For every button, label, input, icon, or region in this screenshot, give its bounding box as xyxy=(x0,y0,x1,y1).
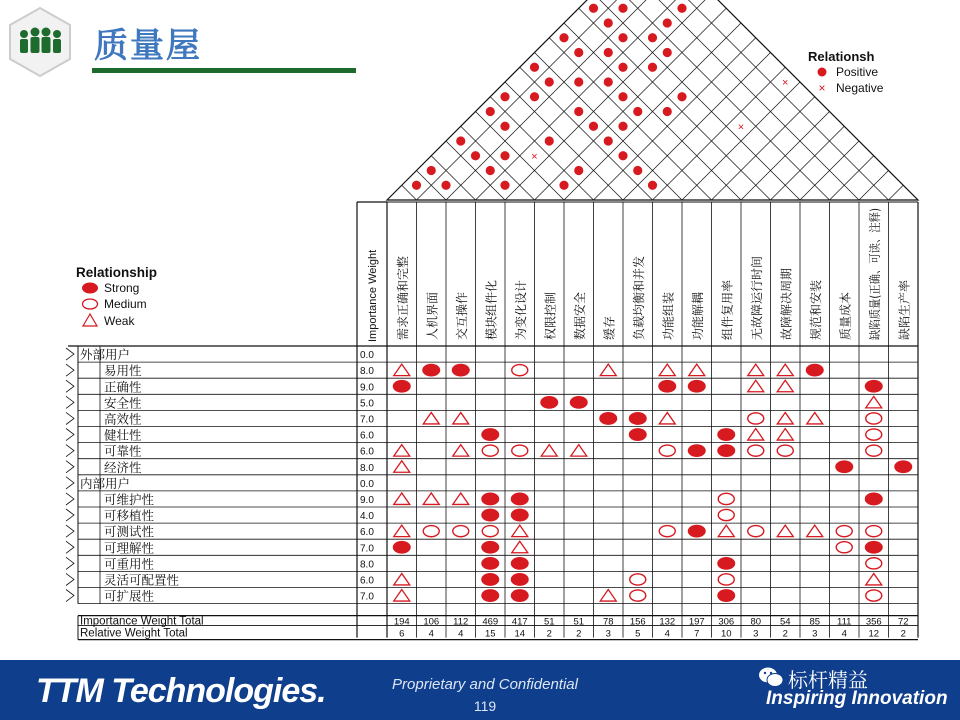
strong-marker xyxy=(865,380,883,393)
importance-weight: 8.0 xyxy=(360,559,374,571)
importance-weight: 0.0 xyxy=(360,350,374,362)
column-title: 交互操作 xyxy=(454,291,469,340)
roof-negative-mark: × xyxy=(782,77,789,89)
column-title: 功能解耦 xyxy=(690,291,705,340)
roof-positive-dot xyxy=(559,33,568,42)
strong-marker xyxy=(540,396,558,409)
column-title: 无故障运行时间 xyxy=(749,255,764,340)
roof-positive-dot xyxy=(427,166,436,175)
weak-marker xyxy=(394,573,410,585)
weak-marker xyxy=(541,445,557,457)
roof-positive-dot xyxy=(530,63,539,72)
wechat-account: 标杆精益 xyxy=(788,668,868,692)
relative-total-value: 12 xyxy=(868,628,880,640)
roof-positive-dot xyxy=(412,181,421,190)
row-chevron xyxy=(66,590,74,602)
medium-marker xyxy=(777,445,793,456)
row-chevron xyxy=(66,573,74,585)
roof-grid-line xyxy=(712,97,815,200)
requirement-label: 安全性 xyxy=(104,395,142,411)
confidential-note: Proprietary and Confidential xyxy=(392,676,578,693)
legend-weak-label: Weak xyxy=(104,314,135,328)
requirement-label: 灵活可配置性 xyxy=(104,572,180,588)
medium-marker xyxy=(482,445,498,456)
column-title: 组件复用率 xyxy=(720,279,735,340)
roof-positive-dot xyxy=(648,181,657,190)
legend-strong-label: Strong xyxy=(104,281,140,295)
relative-total-value: 7 xyxy=(694,628,700,640)
weak-marker xyxy=(453,412,469,424)
weak-marker xyxy=(807,525,823,537)
relative-total-value: 3 xyxy=(812,628,818,640)
importance-weight: 6.0 xyxy=(360,430,374,442)
medium-marker xyxy=(866,413,882,424)
roof-positive-dot xyxy=(604,18,613,27)
roof-positive-dot xyxy=(633,107,642,116)
relative-total-value: 14 xyxy=(514,628,526,640)
roof-positive-dot xyxy=(604,136,613,145)
requirement-label: 可测试性 xyxy=(104,524,155,540)
relative-total-value: 4 xyxy=(841,628,847,640)
column-title: 规范和安装 xyxy=(808,279,823,340)
legend-title: Relationship xyxy=(76,265,158,280)
row-chevron xyxy=(66,541,74,553)
roof-positive-dot xyxy=(500,92,509,101)
importance-total-value: 469 xyxy=(482,616,499,628)
relative-total-label: Relative Weight Total xyxy=(80,627,188,640)
relative-total-value: 4 xyxy=(458,628,464,640)
importance-total-value: 306 xyxy=(718,616,735,628)
weak-marker xyxy=(394,445,410,457)
relative-total-value: 4 xyxy=(664,628,670,640)
importance-weight: 8.0 xyxy=(360,366,374,378)
row-chevron xyxy=(66,412,74,424)
medium-marker xyxy=(718,574,734,585)
importance-weight: 9.0 xyxy=(360,382,374,394)
roof-grid-line xyxy=(579,8,771,200)
roof-outline xyxy=(387,0,918,200)
strong-marker xyxy=(658,380,676,393)
importance-weight: 8.0 xyxy=(360,462,374,474)
weak-marker xyxy=(777,364,793,376)
row-chevron xyxy=(66,396,74,408)
roof-legend-negative-icon: × xyxy=(818,81,826,95)
roof-legend-positive-icon xyxy=(818,68,827,77)
page-number: 119 xyxy=(473,698,497,714)
weak-marker xyxy=(777,412,793,424)
weak-marker xyxy=(689,364,705,376)
importance-total-value: 54 xyxy=(779,616,791,628)
roof-legend-positive-label: Positive xyxy=(836,65,879,79)
roof-grid-line xyxy=(653,67,789,200)
row-chevron xyxy=(66,525,74,537)
importance-total-value: 51 xyxy=(543,616,555,628)
medium-marker xyxy=(866,526,882,537)
strong-marker xyxy=(717,444,735,457)
medium-marker xyxy=(630,590,646,601)
column-title: 功能组装 xyxy=(661,291,676,340)
roof-positive-dot xyxy=(589,4,598,13)
strong-marker xyxy=(511,589,529,602)
roof-positive-dot xyxy=(633,166,642,175)
roof-grid-line xyxy=(431,156,475,200)
weak-marker xyxy=(571,445,587,457)
importance-total-label: Importance Weight Total xyxy=(80,615,204,628)
medium-marker xyxy=(866,429,882,440)
importance-total-value: 417 xyxy=(511,616,528,628)
row-chevron xyxy=(66,445,74,457)
requirement-label: 健壮性 xyxy=(104,427,142,443)
relative-total-value: 3 xyxy=(605,628,611,640)
roof-positive-dot xyxy=(486,166,495,175)
requirement-label: 易用性 xyxy=(104,363,142,379)
importance-total-value: 132 xyxy=(659,616,676,628)
relative-total-value: 4 xyxy=(428,628,434,640)
strong-marker xyxy=(511,509,529,522)
column-title: 人机界面 xyxy=(425,291,440,340)
weak-marker xyxy=(394,525,410,537)
requirement-label: 可重用性 xyxy=(104,556,155,572)
roof-positive-dot xyxy=(545,77,554,86)
strong-marker xyxy=(688,380,706,393)
column-title: 故障解决周期 xyxy=(779,267,794,340)
importance-weight: 7.0 xyxy=(360,414,374,426)
roof-positive-dot xyxy=(471,151,480,160)
importance-total-value: 85 xyxy=(809,616,821,628)
medium-marker xyxy=(512,365,528,376)
importance-total-value: 197 xyxy=(688,616,705,628)
row-chevron xyxy=(66,429,74,441)
roof-grid-line xyxy=(771,126,845,200)
relative-total-value: 5 xyxy=(635,628,641,640)
requirement-label: 正确性 xyxy=(104,379,142,395)
relative-total-value: 15 xyxy=(484,628,496,640)
strong-marker xyxy=(393,380,411,393)
strong-marker xyxy=(511,493,529,506)
strong-marker xyxy=(629,412,647,425)
importance-total-value: 111 xyxy=(837,616,852,628)
weak-marker xyxy=(777,429,793,441)
roof-positive-dot xyxy=(677,4,686,13)
roof-positive-dot xyxy=(618,151,627,160)
importance-total-value: 106 xyxy=(423,616,440,628)
strong-marker xyxy=(599,412,617,425)
roof-positive-dot xyxy=(618,63,627,72)
medium-marker xyxy=(423,526,439,537)
roof-positive-dot xyxy=(677,92,686,101)
legend-medium-icon xyxy=(83,299,98,309)
strong-marker xyxy=(865,541,883,554)
roof-positive-dot xyxy=(574,107,583,116)
strong-marker xyxy=(511,557,529,570)
weak-marker xyxy=(659,412,675,424)
strong-marker xyxy=(717,589,735,602)
strong-marker xyxy=(717,428,735,441)
column-title: 权限控制 xyxy=(543,291,558,340)
medium-marker xyxy=(512,445,528,456)
importance-weight: 7.0 xyxy=(360,543,374,555)
weak-marker xyxy=(394,590,410,602)
importance-total-value: 80 xyxy=(750,616,762,628)
roof-positive-dot xyxy=(663,107,672,116)
column-title: 为变化设计 xyxy=(513,279,528,340)
requirement-label: 可理解性 xyxy=(104,540,155,556)
strong-marker xyxy=(481,573,499,586)
roof-grid-line xyxy=(889,185,904,200)
weak-marker xyxy=(600,364,616,376)
column-title: 缺陷质量(正确、可读、注释) xyxy=(867,186,882,340)
strong-marker xyxy=(894,460,912,473)
slide-title: 质量屋 xyxy=(94,26,202,66)
roof-positive-dot xyxy=(500,151,509,160)
roof-positive-dot xyxy=(530,92,539,101)
row-chevron xyxy=(66,477,74,489)
weak-marker xyxy=(718,525,734,537)
medium-marker xyxy=(866,445,882,456)
weak-marker xyxy=(866,573,882,585)
legend-strong-icon xyxy=(82,283,98,294)
weak-marker xyxy=(394,461,410,473)
strong-marker xyxy=(688,525,706,538)
strong-marker xyxy=(481,557,499,570)
roof-positive-dot xyxy=(618,4,627,13)
requirement-label: 内部用户 xyxy=(80,475,131,491)
column-title: 模块组件化 xyxy=(484,279,499,340)
weak-marker xyxy=(453,445,469,457)
medium-marker xyxy=(866,590,882,601)
roof-grid-line xyxy=(594,38,756,200)
importance-weight: 6.0 xyxy=(360,575,374,587)
importance-weight-header: Importance Weight xyxy=(367,249,379,342)
roof-positive-dot xyxy=(648,33,657,42)
weak-marker xyxy=(748,429,764,441)
strong-marker xyxy=(481,541,499,554)
strong-marker xyxy=(629,428,647,441)
relative-total-value: 2 xyxy=(900,628,906,640)
importance-weight: 6.0 xyxy=(360,527,374,539)
roof-positive-dot xyxy=(648,63,657,72)
medium-marker xyxy=(482,526,498,537)
column-title: 负载均衡和并发 xyxy=(631,255,646,340)
roof-positive-dot xyxy=(663,48,672,57)
roof-positive-dot xyxy=(500,122,509,131)
medium-marker xyxy=(718,493,734,504)
strong-marker xyxy=(481,589,499,602)
row-chevron xyxy=(66,493,74,505)
column-title: 质量成本 xyxy=(838,291,853,340)
weak-marker xyxy=(807,412,823,424)
medium-marker xyxy=(866,558,882,569)
wechat-icon xyxy=(758,664,784,690)
roof-negative-mark: × xyxy=(737,121,745,134)
weak-marker xyxy=(453,493,469,505)
roof-positive-dot xyxy=(618,33,627,42)
requirement-label: 可维护性 xyxy=(104,492,155,507)
strong-marker xyxy=(481,509,499,522)
importance-total-value: 194 xyxy=(393,616,410,628)
roof-positive-dot xyxy=(618,92,627,101)
importance-weight: 0.0 xyxy=(360,478,374,490)
strong-marker xyxy=(481,493,499,506)
column-title: 缺陷生产率 xyxy=(897,279,912,340)
weak-marker xyxy=(512,541,528,553)
weak-marker xyxy=(512,525,528,537)
weak-marker xyxy=(866,396,882,408)
medium-marker xyxy=(659,526,675,537)
roof-positive-dot xyxy=(574,48,583,57)
row-chevron xyxy=(66,557,74,569)
importance-weight: 9.0 xyxy=(360,495,374,506)
importance-total-value: 78 xyxy=(602,616,614,628)
column-title: 需求正确和完整 xyxy=(395,255,410,340)
roof-grid-line xyxy=(549,38,711,200)
strong-marker xyxy=(717,557,735,570)
importance-total-value: 356 xyxy=(865,616,882,628)
roof-positive-dot xyxy=(559,181,568,190)
brand-logo: TTM Technologies. xyxy=(36,672,326,710)
relative-total-value: 2 xyxy=(782,628,788,640)
roof-grid-line xyxy=(623,0,859,200)
medium-marker xyxy=(836,542,852,553)
requirement-label: 可扩展性 xyxy=(104,588,155,604)
strong-marker xyxy=(835,460,853,473)
roof-legend-negative-label: Negative xyxy=(836,81,884,95)
roof-grid-line xyxy=(461,126,538,200)
strong-marker xyxy=(422,364,440,377)
roof-positive-dot xyxy=(545,136,554,145)
roof-grid-line xyxy=(520,67,653,200)
relative-total-value: 2 xyxy=(546,628,552,640)
requirement-label: 可靠性 xyxy=(104,443,142,459)
medium-marker xyxy=(748,413,764,424)
roof-negative-mark: × xyxy=(531,150,538,163)
relative-total-value: 3 xyxy=(753,628,759,640)
requirement-label: 可移植性 xyxy=(104,508,155,524)
importance-weight: 7.0 xyxy=(360,591,374,603)
relative-total-value: 2 xyxy=(576,628,582,640)
roof-grid-line xyxy=(446,0,682,200)
medium-marker xyxy=(748,445,764,456)
roof-positive-dot xyxy=(589,122,598,131)
strong-marker xyxy=(688,444,706,457)
column-title: 缓存 xyxy=(602,315,617,340)
row-chevron xyxy=(66,509,74,521)
importance-total-value: 72 xyxy=(897,616,909,628)
importance-total-value: 112 xyxy=(453,616,469,628)
requirement-label: 经济性 xyxy=(104,459,142,475)
importance-weight: 4.0 xyxy=(360,511,374,523)
importance-total-value: 51 xyxy=(573,616,585,628)
row-chevron xyxy=(66,348,74,360)
roof-grid-line xyxy=(830,156,874,200)
weak-marker xyxy=(423,412,439,424)
requirement-label: 高效性 xyxy=(104,411,142,427)
roof-positive-dot xyxy=(663,18,672,27)
medium-marker xyxy=(630,574,646,585)
roof-positive-dot xyxy=(500,181,509,190)
strong-marker xyxy=(481,428,499,441)
legend-weak-icon xyxy=(83,314,97,326)
weak-marker xyxy=(394,493,410,505)
strong-marker xyxy=(570,396,588,409)
strong-marker xyxy=(511,573,529,586)
weak-marker xyxy=(777,380,793,392)
weak-marker xyxy=(423,493,439,505)
medium-marker xyxy=(748,526,764,537)
requirement-label: 外部用户 xyxy=(80,347,131,363)
importance-weight: 5.0 xyxy=(360,398,374,410)
medium-marker xyxy=(453,526,469,537)
column-title: 数据安全 xyxy=(572,291,587,340)
roof-positive-dot xyxy=(574,77,583,86)
roof-positive-dot xyxy=(456,136,465,145)
strong-marker xyxy=(452,364,470,377)
roof-positive-dot xyxy=(574,166,583,175)
strong-marker xyxy=(865,493,883,506)
relative-total-value: 6 xyxy=(399,628,405,640)
roof-positive-dot xyxy=(604,77,613,86)
relative-total-value: 10 xyxy=(720,628,732,640)
weak-marker xyxy=(394,364,410,376)
importance-total-value: 156 xyxy=(629,616,646,628)
medium-marker xyxy=(836,526,852,537)
medium-marker xyxy=(718,509,734,520)
roof-positive-dot xyxy=(618,122,627,131)
tagline: Inspiring Innovation xyxy=(766,688,948,709)
roof-positive-dot xyxy=(441,181,450,190)
medium-marker xyxy=(659,445,675,456)
strong-marker xyxy=(393,541,411,554)
strong-marker xyxy=(806,364,824,377)
weak-marker xyxy=(659,364,675,376)
roof-positive-dot xyxy=(486,107,495,116)
roof-legend-title: Relationsh xyxy=(808,49,875,64)
weak-marker xyxy=(777,525,793,537)
row-chevron xyxy=(66,461,74,473)
weak-marker xyxy=(600,590,616,602)
weak-marker xyxy=(748,380,764,392)
legend-medium-label: Medium xyxy=(104,297,147,311)
row-chevron xyxy=(66,380,74,392)
roof-positive-dot xyxy=(604,48,613,57)
importance-weight: 6.0 xyxy=(360,446,374,458)
row-chevron xyxy=(66,364,74,376)
weak-marker xyxy=(748,364,764,376)
